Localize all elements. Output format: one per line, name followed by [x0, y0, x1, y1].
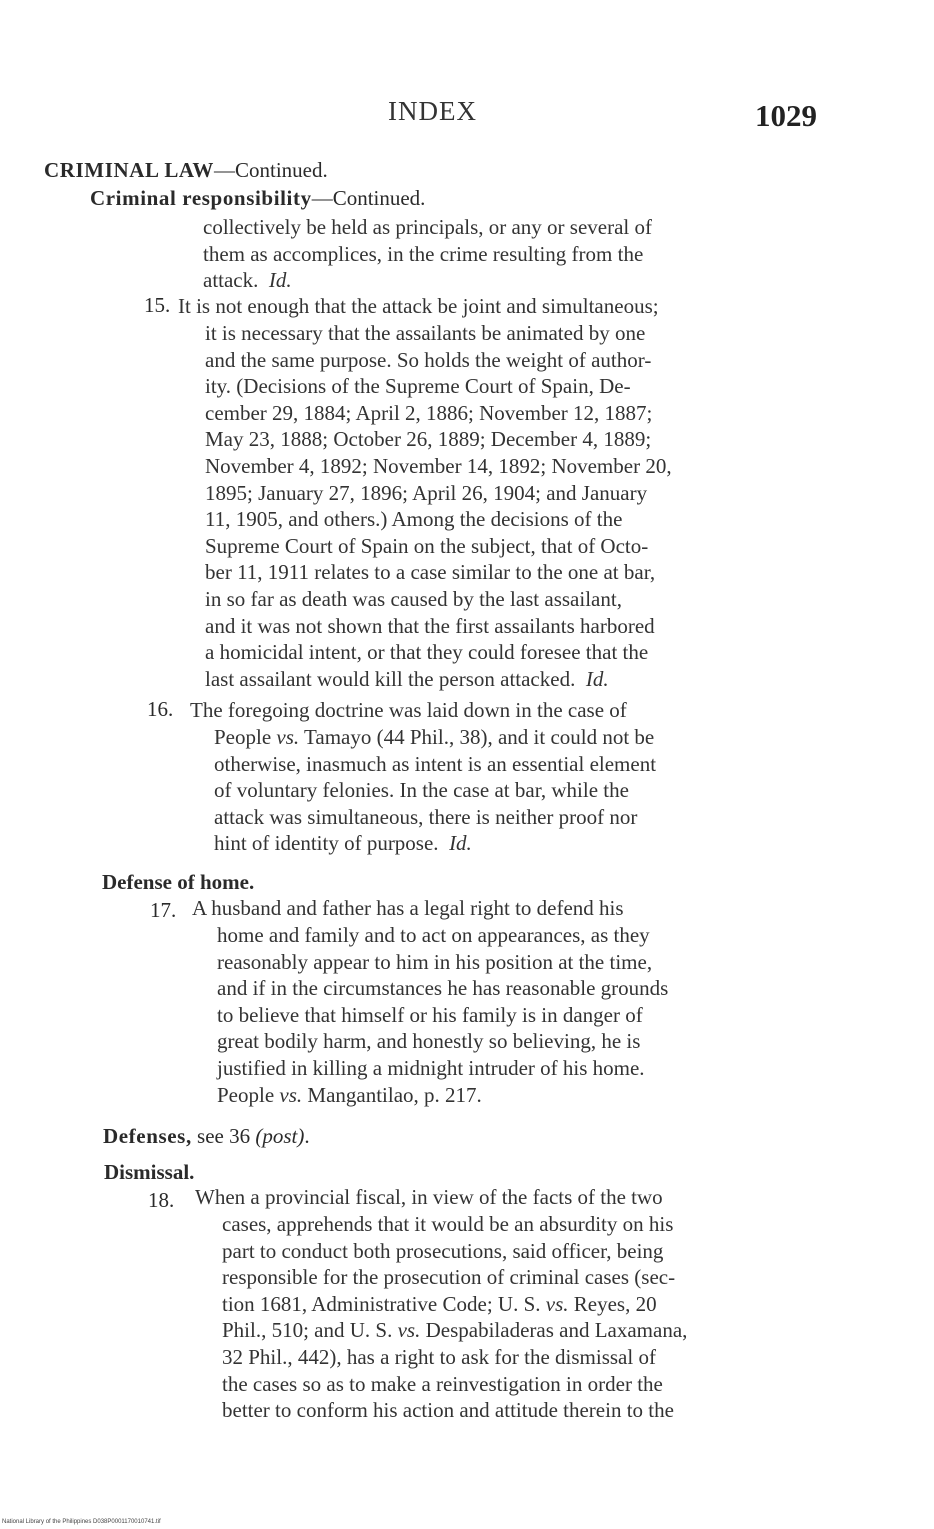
entry-number: 18.	[148, 1188, 175, 1212]
text-fragment: hint of identity of purpose.	[214, 831, 439, 856]
text-fragment: attack.	[203, 268, 259, 293]
post-reference: (post)	[255, 1124, 305, 1148]
text-fragment: Reyes, 20	[573, 1291, 657, 1316]
subtopic-defense-of-home: Defense of home.	[102, 870, 255, 894]
text-line: The foregoing doctrine was laid down in the case of	[190, 698, 627, 722]
text-line	[205, 666, 672, 693]
text-line	[214, 724, 656, 751]
text-line: justified in killing a midnight intruder of his home.	[217, 1055, 645, 1080]
topic-heading	[44, 158, 328, 183]
see-reference: see 36	[197, 1124, 251, 1148]
text-line: collectively be held as principals, or any or several of	[203, 215, 652, 239]
text-line: of voluntary felonies. In the case at bar, while the	[214, 778, 629, 803]
citation-id: Id.	[449, 831, 472, 856]
text-line: better to conform his action and attitude therein to the	[222, 1398, 674, 1423]
citation-id: Id.	[268, 268, 292, 293]
text-line	[222, 1317, 687, 1344]
versus: vs.	[276, 725, 300, 749]
entry-15	[178, 293, 659, 320]
entry-16	[190, 697, 627, 724]
text-line: 1895; January 27, 1896; April 26, 1904; and January	[205, 480, 648, 505]
text-fragment: Despabiladeras and Laxamana,	[425, 1318, 688, 1343]
text-fragment: tion 1681, Administrative Code; U. S.	[222, 1291, 541, 1316]
text-fragment: Tamayo (44 Phil., 38), and it could not be	[304, 725, 655, 749]
subtopic-suffix: —Continued.	[311, 186, 426, 210]
text-line: the cases so as to make a reinvestigation in order the	[222, 1371, 663, 1396]
text-line: and it was not shown that the first assailants harbored	[205, 613, 655, 638]
entry-number: 15.	[144, 293, 171, 317]
text-line: 32 Phil., 442), has a right to ask for the dismissal of	[222, 1344, 656, 1369]
text-line: ity. (Decisions of the Supreme Court of Spain, De-	[205, 374, 631, 399]
text-line: reasonably appear to him in his position at the time,	[217, 949, 653, 974]
running-header: INDEX	[388, 96, 477, 126]
entry-15-body	[205, 320, 672, 692]
text-line: Supreme Court of Spain on the subject, that of Octo-	[205, 533, 649, 558]
entry-18-body	[222, 1211, 687, 1424]
subtopic-defenses	[103, 1124, 310, 1149]
text-line: and if in the circumstances he has reasonable grounds	[217, 976, 669, 1001]
versus: vs.	[397, 1318, 421, 1343]
subtopic-title: Criminal responsibility	[90, 186, 312, 210]
text-line: A husband and father has a legal right to defend his	[192, 896, 624, 920]
text-fragment: last assailant would kill the person attacked.	[205, 666, 576, 691]
text-line	[214, 830, 656, 857]
versus: vs.	[279, 1082, 303, 1107]
entry-number: 16.	[147, 697, 174, 721]
text-line: May 23, 1888; October 26, 1889; December 4, 1889;	[205, 427, 652, 452]
text-line: responsible for the prosecution of criminal cases (sec-	[222, 1265, 676, 1290]
text-line: cases, apprehends that it would be an absurdity on his	[222, 1212, 674, 1236]
defenses-title: Defenses,	[103, 1124, 192, 1148]
entry-18	[195, 1184, 663, 1211]
subtopic-heading	[90, 186, 425, 211]
citation-id: Id.	[585, 666, 609, 691]
page-number: 1029	[755, 98, 817, 133]
text-fragment: People	[214, 725, 272, 749]
entry-17	[192, 895, 624, 922]
text-line: them as accomplices, in the crime resulting from the	[203, 241, 644, 266]
text-line: great bodily harm, and honestly so believing, he is	[217, 1029, 641, 1054]
text-fragment: People	[217, 1082, 275, 1107]
versus: vs.	[545, 1291, 569, 1316]
text-line: part to conduct both prosecutions, said officer, being	[222, 1238, 664, 1263]
text-line	[222, 1291, 687, 1318]
topic-suffix: —Continued.	[213, 158, 328, 182]
continued-paragraph	[203, 214, 652, 294]
text-line: a homicidal intent, or that they could foresee that the	[205, 640, 649, 665]
text-line: attack was simultaneous, there is neither proof nor	[214, 804, 638, 829]
text-line: to believe that himself or his family is in danger of	[217, 1002, 643, 1027]
text-line: in so far as death was caused by the last assailant,	[205, 586, 622, 611]
text-line: home and family and to act on appearances, as they	[217, 923, 650, 947]
text-fragment: .	[304, 1124, 310, 1148]
subtopic-dismissal: Dismissal.	[104, 1160, 195, 1184]
text-line: 11, 1905, and others.) Among the decisions of the	[205, 507, 623, 532]
text-fragment: Mangantilao, p. 217.	[307, 1082, 482, 1107]
topic-title: CRIMINAL LAW	[44, 158, 214, 182]
entry-number: 17.	[150, 898, 177, 922]
text-line	[217, 1082, 668, 1109]
text-fragment: Phil., 510; and U. S.	[222, 1318, 393, 1343]
entry-17-body	[217, 922, 668, 1108]
text-line: cember 29, 1884; April 2, 1886; November 12, 1887;	[205, 400, 653, 425]
text-line: When a provincial fiscal, in view of the facts of the two	[195, 1185, 663, 1209]
text-line: November 4, 1892; November 14, 1892; November 20,	[205, 453, 672, 478]
text-line: It is not enough that the attack be joint and simultaneous;	[178, 294, 659, 318]
text-line: and the same purpose. So holds the weight of author-	[205, 347, 652, 372]
text-line: it is necessary that the assailants be animated by one	[205, 321, 646, 345]
text-line	[203, 267, 652, 294]
text-line: otherwise, inasmuch as intent is an essential element	[214, 751, 657, 776]
entry-16-body	[214, 724, 656, 857]
scan-footer: National Library of the Philippines D038P0001170010741.tif	[2, 1519, 161, 1525]
text-line: ber 11, 1911 relates to a case similar to the one at bar,	[205, 560, 656, 585]
